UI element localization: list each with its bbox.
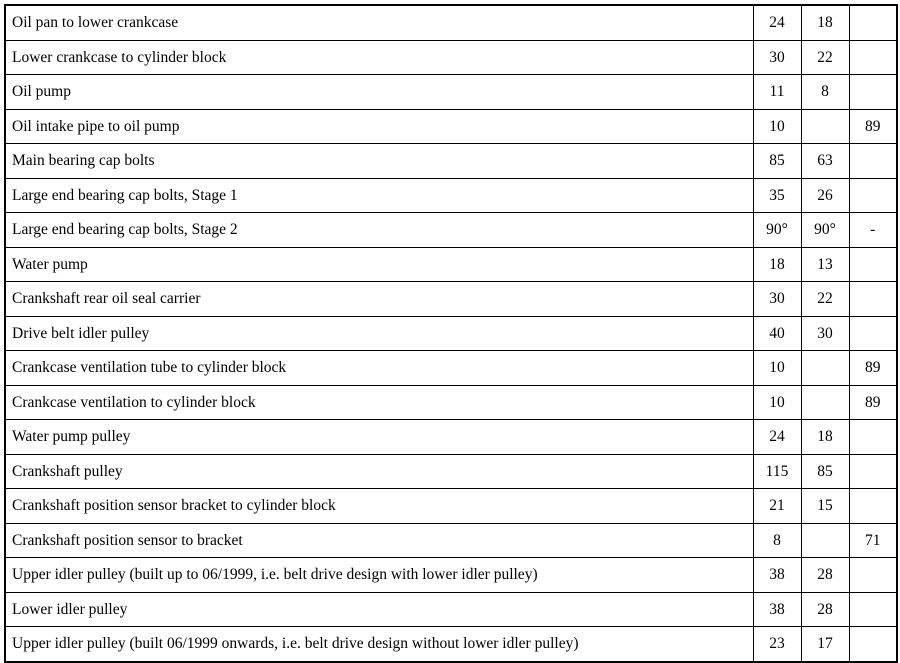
cell-description: Crankshaft position sensor bracket to cylinder block [5, 489, 753, 524]
cell-lbf-in [849, 282, 897, 317]
table-row [5, 40, 897, 75]
cell-description: Oil pump [5, 75, 753, 110]
cell-lbf-in: - [849, 213, 897, 248]
cell-nm: 30 [753, 40, 801, 75]
cell-description: Water pump [5, 247, 753, 282]
cell-description: Crankshaft rear oil seal carrier [5, 282, 753, 317]
cell-nm: 38 [753, 558, 801, 593]
cell-lbf-ft: 30 [801, 316, 849, 351]
cell-description: Upper idler pulley (built 06/1999 onwards, i.e. belt drive design without lower idler pulley) [5, 627, 753, 662]
cell-description: Oil pan to lower crankcase [5, 5, 753, 40]
cell-nm: 8 [753, 523, 801, 558]
cell-lbf-in [849, 454, 897, 489]
cell-lbf-ft: 18 [801, 5, 849, 40]
cell-description: Large end bearing cap bolts, Stage 1 [5, 178, 753, 213]
table-row [5, 454, 897, 489]
cell-nm: 85 [753, 144, 801, 179]
cell-description: Large end bearing cap bolts, Stage 2 [5, 213, 753, 248]
cell-nm: 23 [753, 627, 801, 662]
cell-nm: 115 [753, 454, 801, 489]
cell-nm: 24 [753, 420, 801, 455]
cell-description: Crankcase ventilation tube to cylinder block [5, 351, 753, 386]
cell-lbf-ft: 28 [801, 558, 849, 593]
cell-lbf-in [849, 558, 897, 593]
cell-lbf-in: 89 [849, 351, 897, 386]
cell-lbf-in [849, 5, 897, 40]
cell-lbf-in: 89 [849, 109, 897, 144]
cell-description: Upper idler pulley (built up to 06/1999, i.e. belt drive design with lower idler pulley) [5, 558, 753, 593]
cell-description: Water pump pulley [5, 420, 753, 455]
cell-lbf-ft: 15 [801, 489, 849, 524]
cell-description: Lower crankcase to cylinder block [5, 40, 753, 75]
cell-lbf-ft: 85 [801, 454, 849, 489]
table-row [5, 75, 897, 110]
cell-lbf-in [849, 40, 897, 75]
cell-nm: 21 [753, 489, 801, 524]
cell-lbf-in: 71 [849, 523, 897, 558]
table-row [5, 282, 897, 317]
cell-description: Oil intake pipe to oil pump [5, 109, 753, 144]
cell-lbf-in [849, 247, 897, 282]
cell-lbf-in [849, 489, 897, 524]
table-row [5, 213, 897, 248]
cell-nm: 35 [753, 178, 801, 213]
cell-description: Crankshaft position sensor to bracket [5, 523, 753, 558]
cell-lbf-ft: 18 [801, 420, 849, 455]
cell-lbf-in [849, 178, 897, 213]
table-row [5, 489, 897, 524]
cell-lbf-ft: 8 [801, 75, 849, 110]
torque-settings-table [4, 4, 898, 663]
table-body [5, 5, 897, 662]
table-row [5, 523, 897, 558]
cell-nm: 30 [753, 282, 801, 317]
table-row [5, 316, 897, 351]
cell-lbf-ft: 28 [801, 592, 849, 627]
cell-nm: 10 [753, 109, 801, 144]
cell-nm: 24 [753, 5, 801, 40]
cell-lbf-ft: 17 [801, 627, 849, 662]
table-row [5, 420, 897, 455]
cell-lbf-in [849, 316, 897, 351]
cell-lbf-ft: 63 [801, 144, 849, 179]
cell-nm: 11 [753, 75, 801, 110]
cell-lbf-in: 89 [849, 385, 897, 420]
cell-lbf-ft [801, 523, 849, 558]
table-row [5, 178, 897, 213]
table-row [5, 385, 897, 420]
cell-nm: 38 [753, 592, 801, 627]
table-row [5, 5, 897, 40]
table-row [5, 592, 897, 627]
cell-lbf-ft: 13 [801, 247, 849, 282]
cell-lbf-ft [801, 385, 849, 420]
cell-nm: 18 [753, 247, 801, 282]
cell-lbf-ft [801, 351, 849, 386]
table-row [5, 627, 897, 662]
cell-lbf-in [849, 75, 897, 110]
cell-description: Crankshaft pulley [5, 454, 753, 489]
cell-lbf-ft: 22 [801, 282, 849, 317]
cell-nm: 10 [753, 385, 801, 420]
cell-description: Crankcase ventilation to cylinder block [5, 385, 753, 420]
cell-nm: 10 [753, 351, 801, 386]
cell-nm: 40 [753, 316, 801, 351]
cell-lbf-ft: 22 [801, 40, 849, 75]
table-row [5, 558, 897, 593]
table-row [5, 109, 897, 144]
cell-lbf-ft [801, 109, 849, 144]
cell-lbf-in [849, 144, 897, 179]
cell-lbf-in [849, 420, 897, 455]
cell-nm: 90° [753, 213, 801, 248]
cell-lbf-ft: 26 [801, 178, 849, 213]
table-row [5, 351, 897, 386]
table-row [5, 247, 897, 282]
cell-description: Lower idler pulley [5, 592, 753, 627]
cell-lbf-ft: 90° [801, 213, 849, 248]
cell-lbf-in [849, 592, 897, 627]
cell-description: Drive belt idler pulley [5, 316, 753, 351]
table-row [5, 144, 897, 179]
cell-lbf-in [849, 627, 897, 662]
cell-description: Main bearing cap bolts [5, 144, 753, 179]
